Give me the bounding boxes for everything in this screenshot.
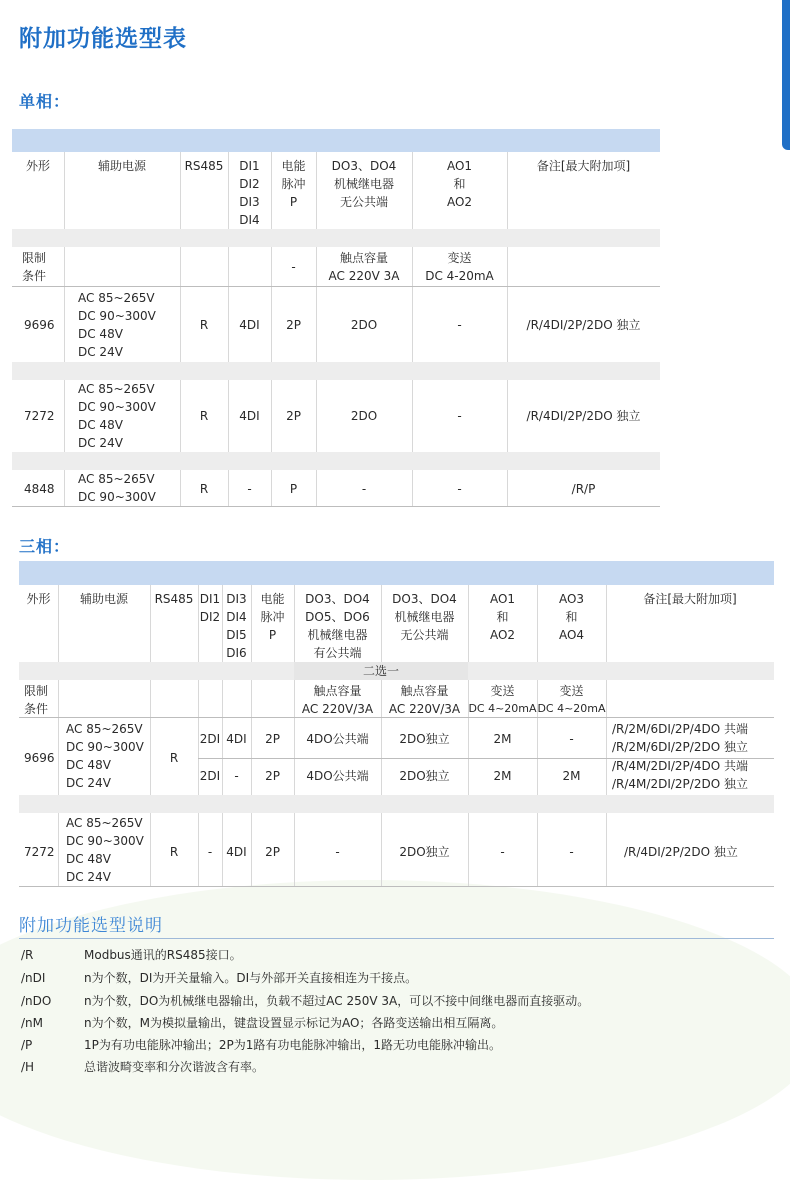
row-power: AC 85~265V DC 90~300V DC 48V DC 24V <box>78 291 156 359</box>
note-text: 总谐波畸变率和分次谐波含有率。 <box>84 1060 265 1074</box>
header-shape: 外形 <box>26 592 51 606</box>
row-rs485: R <box>169 751 179 765</box>
header-pulse: 电能 脉冲 P <box>260 592 285 642</box>
row-remark: /R/4DI/2P/2DO 独立 <box>624 845 738 859</box>
row-ao: - <box>457 482 462 496</box>
note-code: /H <box>21 1060 35 1074</box>
note-text: 1P为有功电能脉冲输出；2P为1路有功电能脉冲输出，1路无功电能脉冲输出。 <box>84 1038 502 1052</box>
row-pulse: 2P <box>286 318 301 332</box>
header-band <box>19 561 774 585</box>
row-remark: /R/4DI/2P/2DO 独立 <box>526 409 641 423</box>
header-di: DI1 DI2 DI3 DI4 <box>239 159 260 227</box>
row-do-indep: 2DO独立 <box>399 732 450 746</box>
row-pulse: P <box>289 482 298 496</box>
header-ao: AO1 和 AO2 <box>446 159 473 209</box>
header-do: DO3、DO4 机械继电器 无公共端 <box>331 159 397 209</box>
header-di12: DI1 DI2 <box>199 592 221 624</box>
single-phase-heading: 单相： <box>19 92 71 111</box>
row-power: AC 85~265V DC 90~300V DC 48V DC 24V <box>66 816 144 884</box>
header-ao34: AO3 和 AO4 <box>558 592 585 642</box>
note-text: n为个数，M为模拟量输出，键盘设置显示标记为AO；各路变送输出相互隔离。 <box>84 1016 504 1030</box>
note-text: n为个数，DI为开关量输入。DI与外部开关直接相连为干接点。 <box>84 971 418 985</box>
row-di36: 4DI <box>226 732 247 746</box>
row-di: 4DI <box>239 409 260 423</box>
limits-ao12: 变送 DC 4~20mA <box>468 684 537 715</box>
limits-ao34: 变送 DC 4~20mA <box>537 684 606 715</box>
header-rs485: RS485 <box>184 159 224 173</box>
row-di12: 2DI <box>199 732 221 746</box>
row-rs485: R <box>199 318 209 332</box>
row-remark: /R/4M/2DI/2P/4DO 共端 /R/4M/2DI/2P/2DO 独立 <box>612 759 748 791</box>
note-code: /P <box>21 1038 33 1052</box>
row-remark: /R/2M/6DI/2P/4DO 共端 /R/2M/6DI/2P/2DO 独立 <box>612 722 748 754</box>
row-rs485: R <box>199 409 209 423</box>
row-shape: 4848 <box>24 482 55 496</box>
note-code: /nDO <box>21 994 52 1008</box>
row-ao12: 2M <box>493 769 512 783</box>
header-remark: 备注[最大附加项] <box>536 159 631 173</box>
choose-one-label: 二选一 <box>362 664 399 678</box>
row-do: 2DO <box>350 409 378 423</box>
header-di36: DI3 DI4 DI5 DI6 <box>226 592 247 660</box>
row-remark: /R/P <box>571 482 596 496</box>
row-ao34: 2M <box>562 769 581 783</box>
row-pulse: 2P <box>265 732 280 746</box>
limits-pulse: - <box>291 260 296 274</box>
header-remark: 备注[最大附加项] <box>643 592 737 606</box>
row-do-common: - <box>335 845 340 859</box>
header-do-common: DO3、DO4 DO5、DO6 机械继电器 有公共端 <box>305 592 370 660</box>
row-shape: 7272 <box>24 409 55 423</box>
limits-label: 限制 条件 <box>22 251 47 283</box>
note-text: Modbus通讯的RS485接口。 <box>84 948 242 962</box>
row-pulse: 2P <box>265 845 280 859</box>
limits-do-common: 触点容量 AC 220V/3A <box>301 684 374 716</box>
row-shape: 9696 <box>24 318 55 332</box>
limits-ao: 变送 DC 4-20mA <box>425 251 494 283</box>
row-shape: 9696 <box>24 751 55 765</box>
header-power: 辅助电源 <box>97 159 146 173</box>
row-di36: - <box>234 769 239 783</box>
row-power: AC 85~265V DC 90~300V DC 48V DC 24V <box>78 382 156 450</box>
limits-label: 限制 条件 <box>24 684 49 716</box>
row-ao12: 2M <box>493 732 512 746</box>
row-do: - <box>361 482 367 496</box>
header-rs485: RS485 <box>154 592 194 606</box>
row-di: 4DI <box>239 318 260 332</box>
row-pulse: 2P <box>286 409 301 423</box>
row-do-indep: 2DO独立 <box>399 769 450 783</box>
note-code: /R <box>21 948 34 962</box>
row-ao: - <box>457 409 462 423</box>
row-pulse: 2P <box>265 769 280 783</box>
row-do-indep: 2DO独立 <box>399 845 450 859</box>
row-do: 2DO <box>350 318 378 332</box>
page-title: 附加功能选型表 <box>19 26 187 52</box>
row-di12: 2DI <box>199 769 221 783</box>
three-phase-heading: 三相： <box>19 537 71 556</box>
row-rs485: R <box>169 845 179 859</box>
row-remark: /R/4DI/2P/2DO 独立 <box>526 318 641 332</box>
notes-title: 附加功能选型说明 <box>19 916 163 936</box>
row-do-common: 4DO公共端 <box>306 732 369 746</box>
note-text: n为个数，DO为机械继电器输出，负载不超过AC 250V 3A，可以不接中间继电器而直接驱动。 <box>84 994 590 1008</box>
limits-do-indep: 触点容量 AC 220V/3A <box>388 684 461 716</box>
row-power: AC 85~265V DC 90~300V <box>78 472 156 504</box>
row-ao34: - <box>569 732 574 746</box>
note-code: /nM <box>21 1016 44 1030</box>
note-code: /nDI <box>21 971 46 985</box>
row-rs485: R <box>199 482 209 496</box>
row-shape: 7272 <box>24 845 55 859</box>
header-pulse: 电能 脉冲 P <box>281 159 306 209</box>
row-ao: - <box>457 318 462 332</box>
row-di36: 4DI <box>226 845 247 859</box>
row-power: AC 85~265V DC 90~300V DC 48V DC 24V <box>66 722 144 790</box>
limits-do: 触点容量 AC 220V 3A <box>328 251 400 283</box>
header-shape: 外形 <box>25 159 50 173</box>
row-ao34: - <box>569 845 574 859</box>
header-ao12: AO1 和 AO2 <box>489 592 516 642</box>
row-di: - <box>247 482 252 496</box>
header-do-indep: DO3、DO4 机械继电器 无公共端 <box>392 592 457 642</box>
row-di12: - <box>207 845 213 859</box>
header-power: 辅助电源 <box>79 592 128 606</box>
row-ao12: - <box>500 845 505 859</box>
row-do-common: 4DO公共端 <box>306 769 369 783</box>
